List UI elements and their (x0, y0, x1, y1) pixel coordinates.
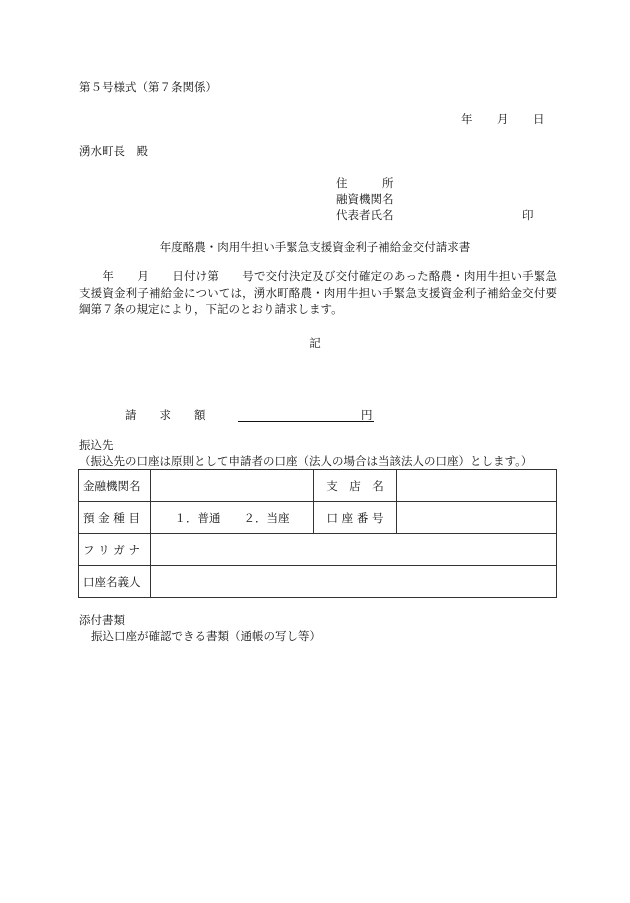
deposit-type-label: 預 金 種 目 (79, 502, 151, 534)
bank-account-table (78, 469, 557, 598)
table-row (79, 470, 557, 502)
applicant-address-label: 住 所 (336, 176, 394, 190)
date-day-label: 日 (533, 112, 545, 126)
transfer-heading: 振込先 (79, 438, 114, 452)
date-year-label: 年 (461, 112, 473, 126)
record-heading: 記 (309, 336, 321, 350)
branch-field[interactable] (397, 470, 557, 502)
form-number: 第５号様式（第７条関係） (79, 80, 217, 94)
attachments-item: 振込口座が確認できる書類（通帳の写し等） (91, 629, 321, 643)
transfer-note: （振込先の口座は原則として申請者の口座（法人の場合は当該法人の口座）とします。） (79, 454, 533, 468)
deposit-type-options[interactable]: １．普通 ２．当座 (151, 502, 314, 534)
document-title: 年度酪農・肉用牛担い手緊急支援資金利子補給金交付請求書 (159, 240, 471, 254)
account-holder-field[interactable] (151, 566, 557, 598)
bank-name-field[interactable] (151, 470, 314, 502)
table-row (79, 566, 557, 598)
attachments-heading: 添付書類 (79, 613, 125, 627)
applicant-org-label: 融資機関名 (336, 192, 394, 206)
account-holder-label: 口座名義人 (79, 566, 151, 598)
account-number-field[interactable] (397, 502, 557, 534)
seal-mark: 印 (522, 208, 534, 222)
table-row (79, 502, 557, 534)
account-number-label: 口 座 番 号 (314, 502, 397, 534)
date-month-label: 月 (497, 112, 509, 126)
claim-amount-unit: 円 (361, 408, 373, 422)
addressee: 湧水町長 殿 (79, 144, 148, 158)
branch-label: 支 店 名 (314, 470, 397, 502)
furigana-field[interactable] (151, 534, 557, 566)
claim-amount-field[interactable] (238, 421, 374, 422)
body-paragraph: 年 月 日付け第 号で交付決定及び交付確定のあった酪農・肉用牛担い手緊急支援資金利子補給金については，湧水町酪農・肉用牛担い手緊急支援資金利子補給金交付要綱第７条の規定により，下記のとおり請求します。 (79, 269, 557, 316)
bank-name-label: 金融機関名 (79, 470, 151, 502)
table-row (79, 534, 557, 566)
applicant-rep-label: 代表者氏名 (336, 208, 394, 222)
claim-amount-label: 請 求 額 (125, 408, 206, 422)
furigana-label: フ リ ガ ナ (79, 534, 151, 566)
